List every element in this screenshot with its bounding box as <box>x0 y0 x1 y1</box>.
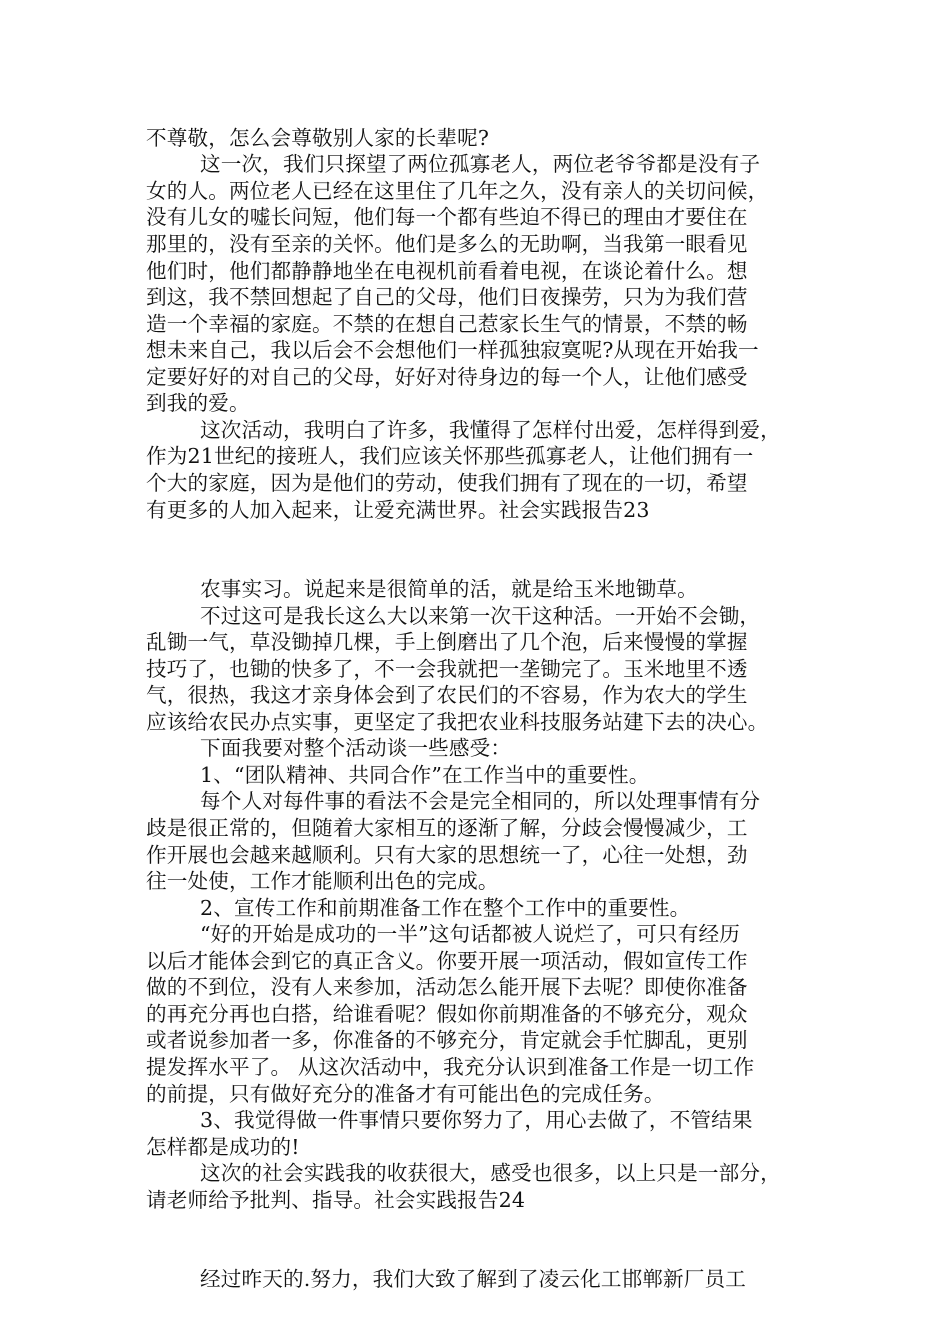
text-line: 技巧了，也锄的快多了，不一会我就把一垄锄完了。玉米地里不透 <box>146 657 748 681</box>
text-line: 作为21世纪的接班人，我们应该关怀那些孤寡老人，让他们拥有一 <box>146 444 754 468</box>
text-line: 怎样都是成功的! <box>146 1135 300 1159</box>
text-line: 往一处使，工作才能顺利出色的完成。 <box>146 869 499 893</box>
text-line: 经过昨天的.努力，我们大致了解到了凌云化工邯郸新厂员工 <box>200 1267 747 1291</box>
text-line: 到我的爱。 <box>146 391 250 415</box>
text-line: 不过这可是我长这么大以来第一次干这种活。一开始不会锄， <box>200 604 761 628</box>
text-line: 个大的家庭，因为是他们的劳动，使我们拥有了现在的一切，希望 <box>146 471 748 495</box>
text-line: 作开展也会越来越顺利。只有大家的思想统一了，心往一处想，劲 <box>146 843 748 867</box>
text-line: 歧是很正常的，但随着大家相互的逐渐了解，分歧会慢慢减少，工 <box>146 816 748 840</box>
text-line: 每个人对每件事的看法不会是完全相同的，所以处理事情有分 <box>200 789 761 813</box>
text-line: 这一次，我们只探望了两位孤寡老人，两位老爷爷都是没有子 <box>200 152 761 176</box>
text-line: 想未来自己，我以后会不会想他们一样孤独寂寞呢?从现在开始我一 <box>146 338 759 362</box>
text-line: 做的不到位，没有人来参加，活动怎么能开展下去呢？即使你准备 <box>146 975 748 999</box>
text-line: 没有儿女的嘘长问短，他们每一个都有些迫不得已的理由才要住在 <box>146 205 748 229</box>
text-line: 1、“团队精神、共同合作”在工作当中的重要性。 <box>200 763 650 787</box>
text-line: 请老师给予批判、指导。社会实践报告24 <box>146 1188 526 1212</box>
text-line: 这次的社会实践我的收获很大，感受也很多，以上只是一部分， <box>200 1161 781 1185</box>
text-line: 有更多的人加入起来，让爱充满世界。社会实践报告23 <box>146 498 650 522</box>
text-line: 他们时，他们都静静地坐在电视机前看着电视，在谈论着什么。想 <box>146 259 748 283</box>
text-line: 那里的，没有至亲的关怀。他们是多么的无助啊，当我第一眼看见 <box>146 232 748 256</box>
text-line: 造一个幸福的家庭。不禁的在想自己惹家长生气的情景，不禁的畅 <box>146 312 748 336</box>
text-line: 应该给农民办点实事，更坚定了我把农业科技服务站建下去的决心。 <box>146 710 769 734</box>
text-line: 3、我觉得做一件事情只要你努力了，用心去做了，不管结果 <box>200 1108 753 1132</box>
text-line: 或者说参加者一多，你准备的不够充分，肯定就会手忙脚乱，更别 <box>146 1028 748 1052</box>
text-line: 乱锄一气，草没锄掉几棵，手上倒磨出了几个泡，后来慢慢的掌握 <box>146 630 748 654</box>
text-line: 2、宣传工作和前期准备工作在整个工作中的重要性。 <box>200 896 691 920</box>
text-line: “好的开始是成功的一半”这句话都被人说烂了，可只有经历 <box>200 922 740 946</box>
text-line: 下面我要对整个活动谈一些感受： <box>200 736 512 760</box>
text-line: 到这，我不禁回想起了自己的父母，他们日夜操劳，只为为我们营 <box>146 285 748 309</box>
text-line: 这次活动，我明白了许多，我懂得了怎样付出爱，怎样得到爱， <box>200 418 781 442</box>
text-line: 定要好好的对自己的父母，好好对待身边的每一个人，让他们感受 <box>146 365 748 389</box>
text-line: 的再充分再也白搭，给谁看呢？假如你前期准备的不够充分，观众 <box>146 1002 748 1026</box>
text-line: 的前提，只有做好充分的准备才有可能出色的完成任务。 <box>146 1082 665 1106</box>
text-line: 以后才能体会到它的真正含义。你要开展一项活动，假如宣传工作 <box>146 949 748 973</box>
text-line: 女的人。两位老人已经在这里住了几年之久，没有亲人的关切问候， <box>146 179 769 203</box>
text-line: 不尊敬，怎么会尊敬别人家的长辈呢? <box>146 126 490 150</box>
text-line: 提发挥水平了。 从这次活动中，我充分认识到准备工作是一切工作 <box>146 1055 755 1079</box>
text-line: 农事实习。说起来是很简单的活，就是给玉米地锄草。 <box>200 577 698 601</box>
text-line: 气，很热，我这才亲身体会到了农民们的不容易，作为农大的学生 <box>146 683 748 707</box>
